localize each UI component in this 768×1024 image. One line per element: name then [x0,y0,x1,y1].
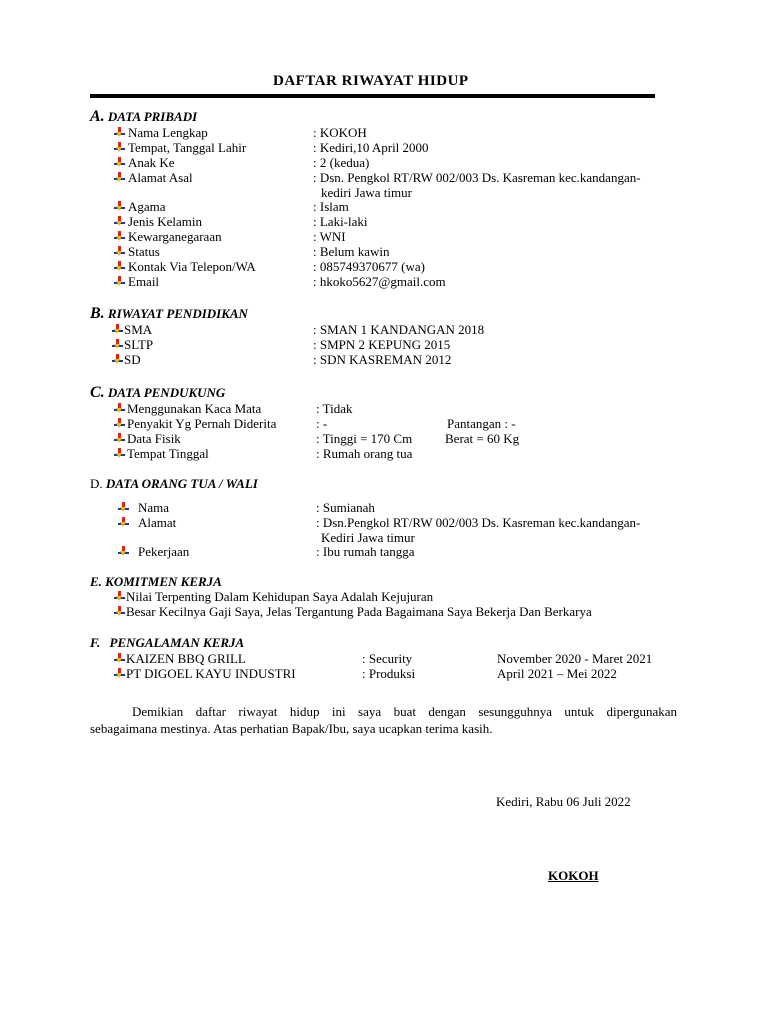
pendukung-extra: Pantangan : - [447,416,516,431]
title-rule-thick [90,94,655,98]
pendidikan-value: : SDN KASREMAN 2012 [313,352,452,367]
pribadi-label: Agama [128,199,166,214]
bullet-icon [114,246,125,257]
section-f-heading [90,635,244,651]
pendidikan-label: SD [124,352,141,367]
signature-name: KOKOH [548,868,599,883]
bullet-icon [114,403,125,414]
section-e-label: KOMITMEN KERJA [105,574,222,589]
bullet-icon [118,546,129,557]
section-a-heading [90,108,197,126]
section-f-letter: F. [90,635,101,650]
komitmen-item: Besar Kecilnya Gaji Saya, Jelas Tergantung Pada Bagaimana Saya Bekerja Dan Berkarya [126,604,592,619]
bullet-icon [114,276,125,287]
section-e-heading [90,574,222,590]
bullet-icon [114,172,125,183]
pribadi-label: Nama Lengkap [128,125,208,140]
komitmen-item: Nilai Terpenting Dalam Kehidupan Saya Adalah Kejujuran [126,589,434,604]
pribadi-value: : WNI [313,229,346,244]
section-c-label: DATA PENDUKUNG [107,385,226,400]
pendukung-value: : - [316,416,328,431]
section-d-heading [90,476,258,492]
pendukung-value: : Tidak [316,401,353,416]
section-a-label: DATA PRIBADI [107,109,198,124]
pribadi-value: : hkoko5627@gmail.com [313,274,446,289]
pendukung-value: : Rumah orang tua [316,446,413,461]
orangtua-label: Alamat [138,515,177,530]
pribadi-value-continued: kediri Jawa timur [321,185,412,200]
pribadi-value: : Laki-laki [313,214,368,229]
bullet-icon [114,606,125,617]
pribadi-value: : Kediri,10 April 2000 [313,140,429,155]
pendukung-value: : Tinggi = 170 Cm [316,431,413,446]
document-title: DAFTAR RIWAYAT HIDUP [273,73,469,89]
pribadi-value: : 085749370677 (wa) [313,259,425,274]
bullet-icon [118,517,129,528]
section-c-letter: C. [90,384,105,401]
pribadi-label: Kontak Via Telepon/WA [128,259,256,274]
pendukung-label: Tempat Tinggal [127,446,209,461]
pribadi-value: : Dsn. Pengkol RT/RW 002/003 Ds. Kasreman kec.kandangan- [313,170,641,185]
orangtua-value: : Sumianah [316,500,375,515]
orangtua-label: Pekerjaan [138,544,190,559]
bullet-icon [118,502,129,513]
bullet-icon [114,216,125,227]
pengalaman-company: KAIZEN BBQ GRILL [126,651,246,666]
pribadi-label: Status [128,244,160,259]
pengalaman-company: PT DIGOEL KAYU INDUSTRI [126,666,296,681]
bullet-icon [114,261,125,272]
section-f-label: PENGALAMAN KERJA [109,635,245,650]
closing-line-1: Demikian daftar riwayat hidup ini saya buat dengan sesungguhnya untuk dipergunakan [132,704,677,719]
pengalaman-role: : Security [362,651,413,666]
section-a-letter: A. [90,108,105,125]
pribadi-value: : KOKOH [313,125,367,140]
section-b-letter: B. [90,305,105,322]
place-date: Kediri, Rabu 06 Juli 2022 [496,794,631,809]
orangtua-value: : Dsn.Pengkol RT/RW 002/003 Ds. Kasreman kec.kandangan- [316,515,641,530]
pribadi-label: Kewarganegaraan [128,229,222,244]
bullet-icon [112,354,123,365]
pribadi-label: Tempat, Tanggal Lahir [128,140,247,155]
pendidikan-value: : SMAN 1 KANDANGAN 2018 [313,322,485,337]
pendidikan-label: SMA [124,322,153,337]
section-c-heading [90,384,225,402]
pribadi-value: : 2 (kedua) [313,155,370,170]
bullet-icon [114,142,125,153]
pribadi-value: : Belum kawin [313,244,390,259]
bullet-icon [112,324,123,335]
closing-line-2: sebagaimana mestinya. Atas perhatian Bapak/Ibu, saya ucapkan terima kasih. [90,721,493,736]
pengalaman-period: November 2020 - Maret 2021 [497,651,653,666]
bullet-icon [114,231,125,242]
pendidikan-value: : SMPN 2 KEPUNG 2015 [313,337,451,352]
pribadi-label: Jenis Kelamin [128,214,203,229]
bullet-icon [114,448,125,459]
bullet-icon [112,339,123,350]
orangtua-label: Nama [138,500,170,515]
pendukung-label: Penyakit Yg Pernah Diderita [127,416,277,431]
orangtua-value: : Ibu rumah tangga [316,544,415,559]
pribadi-label: Email [128,274,160,289]
section-d-label: DATA ORANG TUA / WALI [105,476,258,491]
pendukung-extra: Berat = 60 Kg [445,431,520,446]
section-d-letter: D. [90,476,103,491]
bullet-icon [114,201,125,212]
bullet-icon [114,418,125,429]
pengalaman-role: : Produksi [362,666,416,681]
section-e-letter: E. [90,574,102,589]
pendukung-label: Data Fisik [127,431,181,446]
orangtua-value-continued: Kediri Jawa timur [321,530,415,545]
pribadi-label: Alamat Asal [128,170,193,185]
bullet-icon [114,591,125,602]
bullet-icon [114,668,125,679]
bullet-icon [114,653,125,664]
bullet-icon [114,433,125,444]
closing-paragraph [90,703,677,737]
pendukung-label: Menggunakan Kaca Mata [127,401,262,416]
section-b-label: RIWAYAT PENDIDIKAN [107,306,248,321]
bullet-icon [114,127,125,138]
pribadi-value: : Islam [313,199,349,214]
pendidikan-label: SLTP [124,337,154,352]
section-b-heading [90,305,248,323]
pribadi-label: Anak Ke [128,155,175,170]
bullet-icon [114,157,125,168]
pengalaman-period: April 2021 – Mei 2022 [497,666,617,681]
